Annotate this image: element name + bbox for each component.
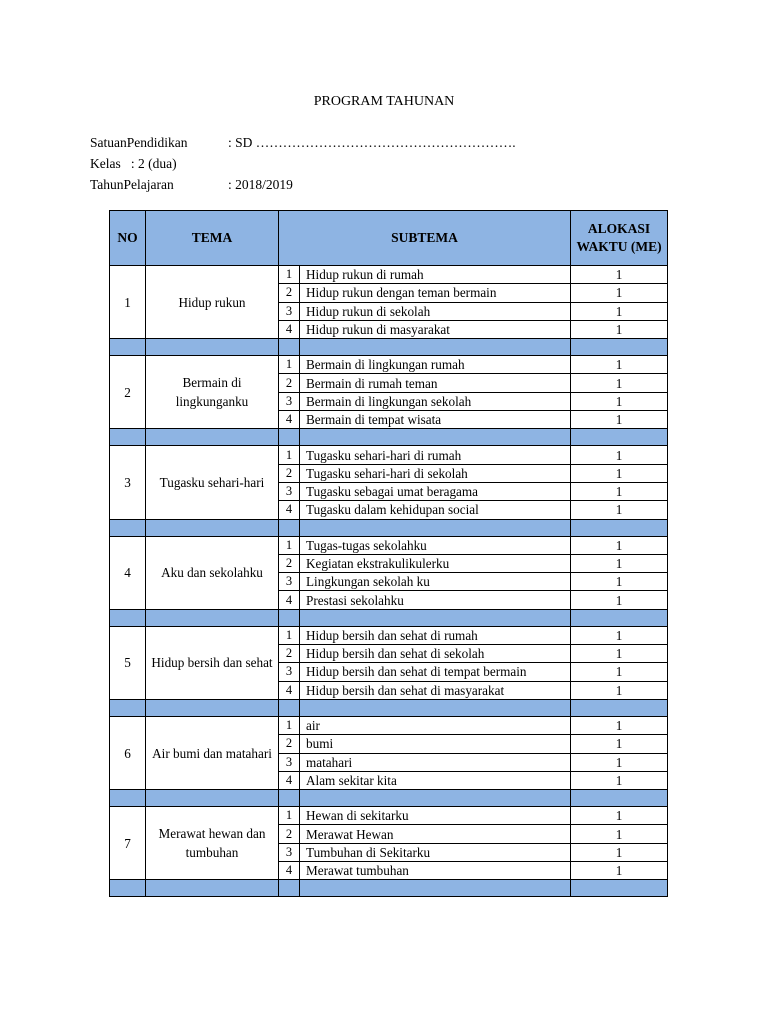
meta-kelas-line: Kelas : 2 (dua) xyxy=(90,156,177,171)
theme-name: Air bumi dan matahari xyxy=(146,716,279,789)
separator-row xyxy=(110,429,668,446)
separator-cell xyxy=(571,609,668,626)
subtheme-name: Hidup bersih dan sehat di masyarakat xyxy=(300,681,571,699)
separator-cell xyxy=(279,429,300,446)
time-allocation: 1 xyxy=(571,645,668,663)
header-alokasi: ALOKASI WAKTU (ME) xyxy=(571,211,668,266)
separator-cell xyxy=(146,609,279,626)
subtheme-number: 1 xyxy=(279,536,300,554)
separator-cell xyxy=(300,699,571,716)
subtheme-number: 2 xyxy=(279,464,300,482)
separator-cell xyxy=(146,519,279,536)
theme-number: 4 xyxy=(110,536,146,609)
separator-cell xyxy=(571,339,668,356)
subtheme-number: 3 xyxy=(279,573,300,591)
program-table xyxy=(109,210,668,897)
table-header-row xyxy=(110,211,668,266)
time-allocation: 1 xyxy=(571,374,668,392)
header-no: NO xyxy=(110,211,146,266)
table-row xyxy=(110,807,668,825)
subtheme-name: Kegiatan ekstrakulikulerku xyxy=(300,554,571,572)
theme-number: 3 xyxy=(110,446,146,519)
time-allocation: 1 xyxy=(571,862,668,880)
subtheme-name: Prestasi sekolahku xyxy=(300,591,571,609)
subtheme-name: Tugasku sehari-hari di rumah xyxy=(300,446,571,464)
subtheme-number: 1 xyxy=(279,807,300,825)
time-allocation: 1 xyxy=(571,663,668,681)
time-allocation: 1 xyxy=(571,681,668,699)
meta-satuan-pendidikan xyxy=(90,135,516,151)
separator-cell xyxy=(146,790,279,807)
separator-cell xyxy=(146,429,279,446)
time-allocation: 1 xyxy=(571,735,668,753)
time-allocation: 1 xyxy=(571,807,668,825)
subtheme-name: air xyxy=(300,716,571,734)
subtheme-number: 2 xyxy=(279,825,300,843)
separator-cell xyxy=(110,790,146,807)
subtheme-number: 1 xyxy=(279,266,300,284)
separator-cell xyxy=(279,880,300,897)
separator-cell xyxy=(146,339,279,356)
time-allocation: 1 xyxy=(571,753,668,771)
separator-cell xyxy=(571,880,668,897)
subtheme-number: 1 xyxy=(279,716,300,734)
theme-name: Hidup rukun xyxy=(146,266,279,339)
subtheme-name: Tumbuhan di Sekitarku xyxy=(300,843,571,861)
separator-cell xyxy=(110,699,146,716)
time-allocation: 1 xyxy=(571,536,668,554)
separator-cell xyxy=(571,790,668,807)
table-row xyxy=(110,356,668,374)
time-allocation: 1 xyxy=(571,554,668,572)
subtheme-number: 2 xyxy=(279,374,300,392)
subtheme-name: Bermain di lingkungan sekolah xyxy=(300,392,571,410)
time-allocation: 1 xyxy=(571,464,668,482)
separator-cell xyxy=(300,339,571,356)
header-subtema: SUBTEMA xyxy=(279,211,571,266)
subtheme-name: Hidup bersih dan sehat di sekolah xyxy=(300,645,571,663)
subtheme-name: matahari xyxy=(300,753,571,771)
subtheme-name: Hidup bersih dan sehat di rumah xyxy=(300,626,571,644)
separator-row xyxy=(110,699,668,716)
separator-cell xyxy=(571,519,668,536)
separator-cell xyxy=(146,880,279,897)
theme-number: 6 xyxy=(110,716,146,789)
subtheme-number: 2 xyxy=(279,284,300,302)
subtheme-number: 3 xyxy=(279,482,300,500)
time-allocation: 1 xyxy=(571,411,668,429)
theme-name: Aku dan sekolahku xyxy=(146,536,279,609)
table-row xyxy=(110,626,668,644)
time-allocation: 1 xyxy=(571,320,668,338)
time-allocation: 1 xyxy=(571,843,668,861)
time-allocation: 1 xyxy=(571,284,668,302)
separator-cell xyxy=(300,429,571,446)
separator-cell xyxy=(110,339,146,356)
time-allocation: 1 xyxy=(571,392,668,410)
subtheme-name: Merawat Hewan xyxy=(300,825,571,843)
subtheme-number: 2 xyxy=(279,735,300,753)
separator-row xyxy=(110,880,668,897)
separator-row xyxy=(110,790,668,807)
separator-cell xyxy=(279,699,300,716)
time-allocation: 1 xyxy=(571,626,668,644)
separator-row xyxy=(110,339,668,356)
subtheme-name: Bermain di tempat wisata xyxy=(300,411,571,429)
table-body xyxy=(110,266,668,897)
separator-cell xyxy=(300,519,571,536)
time-allocation: 1 xyxy=(571,771,668,789)
meta-value: : 2018/2019 xyxy=(228,177,293,192)
subtheme-number: 1 xyxy=(279,356,300,374)
separator-cell xyxy=(279,519,300,536)
separator-cell xyxy=(571,429,668,446)
subtheme-name: Hidup rukun di masyarakat xyxy=(300,320,571,338)
subtheme-number: 3 xyxy=(279,392,300,410)
subtheme-name: Tugas-tugas sekolahku xyxy=(300,536,571,554)
subtheme-name: Tugasku sebagai umat beragama xyxy=(300,482,571,500)
table-row xyxy=(110,266,668,284)
time-allocation: 1 xyxy=(571,446,668,464)
separator-cell xyxy=(279,609,300,626)
subtheme-name: bumi xyxy=(300,735,571,753)
time-allocation: 1 xyxy=(571,591,668,609)
meta-value: : SD …………………………………………………. xyxy=(228,135,516,150)
meta-tahun-pelajaran xyxy=(90,177,293,193)
theme-name: Bermain di lingkunganku xyxy=(146,356,279,429)
subtheme-number: 2 xyxy=(279,645,300,663)
theme-name: Tugasku sehari-hari xyxy=(146,446,279,519)
subtheme-name: Hidup rukun di sekolah xyxy=(300,302,571,320)
subtheme-number: 3 xyxy=(279,843,300,861)
subtheme-name: Hidup rukun dengan teman bermain xyxy=(300,284,571,302)
time-allocation: 1 xyxy=(571,716,668,734)
separator-cell xyxy=(110,880,146,897)
separator-cell xyxy=(110,429,146,446)
subtheme-number: 4 xyxy=(279,771,300,789)
meta-label: TahunPelajaran xyxy=(90,177,174,192)
subtheme-name: Tugasku sehari-hari di sekolah xyxy=(300,464,571,482)
subtheme-number: 1 xyxy=(279,626,300,644)
subtheme-number: 4 xyxy=(279,591,300,609)
separator-row xyxy=(110,609,668,626)
theme-number: 2 xyxy=(110,356,146,429)
subtheme-name: Hewan di sekitarku xyxy=(300,807,571,825)
subtheme-name: Alam sekitar kita xyxy=(300,771,571,789)
time-allocation: 1 xyxy=(571,573,668,591)
subtheme-number: 3 xyxy=(279,663,300,681)
separator-cell xyxy=(300,609,571,626)
table-row xyxy=(110,536,668,554)
subtheme-number: 4 xyxy=(279,411,300,429)
header-tema: TEMA xyxy=(146,211,279,266)
meta-label: SatuanPendidikan xyxy=(90,135,188,150)
subtheme-name: Lingkungan sekolah ku xyxy=(300,573,571,591)
separator-cell xyxy=(279,790,300,807)
subtheme-number: 4 xyxy=(279,681,300,699)
time-allocation: 1 xyxy=(571,482,668,500)
theme-name: Merawat hewan dan tumbuhan xyxy=(146,807,279,880)
separator-cell xyxy=(110,609,146,626)
separator-cell xyxy=(300,790,571,807)
subtheme-number: 2 xyxy=(279,554,300,572)
time-allocation: 1 xyxy=(571,356,668,374)
time-allocation: 1 xyxy=(571,825,668,843)
subtheme-name: Bermain di lingkungan rumah xyxy=(300,356,571,374)
subtheme-name: Hidup rukun di rumah xyxy=(300,266,571,284)
page-title: PROGRAM TAHUNAN xyxy=(313,94,455,109)
subtheme-number: 4 xyxy=(279,862,300,880)
subtheme-name: Bermain di rumah teman xyxy=(300,374,571,392)
separator-cell xyxy=(110,519,146,536)
meta-kelas xyxy=(90,156,177,172)
separator-row xyxy=(110,519,668,536)
separator-cell xyxy=(571,699,668,716)
subtheme-name: Tugasku dalam kehidupan social xyxy=(300,501,571,519)
separator-cell xyxy=(279,339,300,356)
time-allocation: 1 xyxy=(571,266,668,284)
subtheme-number: 1 xyxy=(279,446,300,464)
subtheme-number: 3 xyxy=(279,302,300,320)
subtheme-name: Hidup bersih dan sehat di tempat bermain xyxy=(300,663,571,681)
theme-number: 1 xyxy=(110,266,146,339)
separator-cell xyxy=(300,880,571,897)
subtheme-number: 4 xyxy=(279,320,300,338)
subtheme-number: 3 xyxy=(279,753,300,771)
subtheme-name: Merawat tumbuhan xyxy=(300,862,571,880)
separator-cell xyxy=(146,699,279,716)
theme-name: Hidup bersih dan sehat xyxy=(146,626,279,699)
table-row xyxy=(110,446,668,464)
theme-number: 5 xyxy=(110,626,146,699)
time-allocation: 1 xyxy=(571,302,668,320)
time-allocation: 1 xyxy=(571,501,668,519)
table-row xyxy=(110,716,668,734)
theme-number: 7 xyxy=(110,807,146,880)
subtheme-number: 4 xyxy=(279,501,300,519)
